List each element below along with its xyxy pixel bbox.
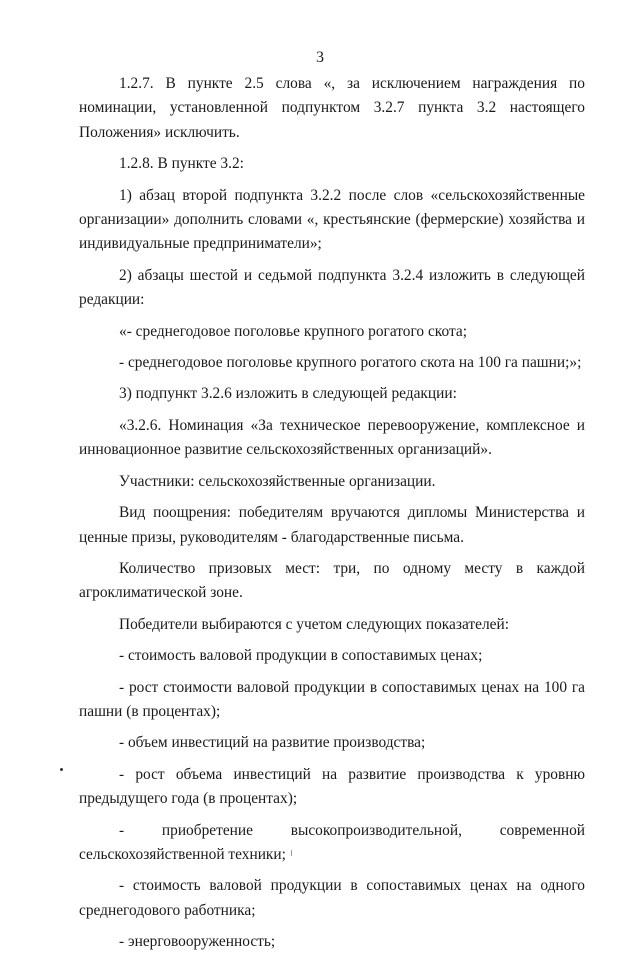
paragraph-1-2-7: 1.2.7. В пункте 2.5 слова «, за исключением награждения по номинации, установленной подпунктом 3.2.7 пункта 3.2 настоящего Положения» исключить. (79, 75, 585, 141)
paragraph-quote-livestock: «- среднегодовое поголовье крупного рогатого скота; (119, 322, 468, 340)
paragraph-reward-type: Вид поощрения: победителям вручаются дипломы Министерства и ценные призы, руководителям - благодарственные письма. (79, 504, 585, 546)
scan-speck (60, 768, 63, 771)
paragraph-prize-places: Количество призовых мест: три, по одному месту в каждой агроклиматической зоне. (79, 559, 585, 602)
list-item-machinery-purchase: - приобретение высокопроизводительной, современной сельскохозяйственной техники; (79, 821, 585, 863)
list-item-investment-volume: - объем инвестиций на развитие производства; (119, 734, 426, 752)
list-item-gross-output: - стоимость валовой продукции в сопоставимых ценах; (119, 647, 483, 665)
paragraph-nomination-3-2-6: «3.2.6. Номинация «За техническое перевооружение, комплексное и инновационное развитие сельскохозяйственных организаций». (79, 416, 585, 459)
paragraph-item-3: 3) подпункт 3.2.6 изложить в следующей редакции: (119, 385, 457, 403)
page-number: 3 (316, 49, 324, 66)
paragraph-quote-livestock-per-100ha: - среднегодовое поголовье крупного рогатого скота на 100 га пашни;»; (119, 354, 582, 372)
paragraph-item-1: 1) абзац второй подпункта 3.2.2 после слов «сельскохозяйственные организации» дополнить словами «, крестьянские (фермерские) хозяйства и индивидуальные предприниматели»; (79, 186, 585, 253)
document-body (79, 72, 585, 962)
list-item-output-per-worker: - стоимость валовой продукции в сопоставимых ценах на одного среднегодового работника; (79, 877, 585, 919)
paragraph-participants: Участники: сельскохозяйственные организации. (119, 472, 436, 490)
list-item-investment-growth: - рост объема инвестиций на развитие производства к уровню предыдущего года (в процентах); (79, 765, 585, 808)
paragraph-item-2: 2) абзацы шестой и седьмой подпункта 3.2.4 изложить в следующей редакции: (79, 266, 585, 309)
paragraph-1-2-8: 1.2.8. В пункте 3.2: (119, 155, 244, 173)
paragraph-winners-criteria: Победители выбираются с учетом следующих показателей: (119, 615, 509, 633)
list-item-power-supply: - энерговооруженность; (119, 933, 276, 951)
list-item-gross-output-growth: - рост стоимости валовой продукции в сопоставимых ценах на 100 га пашни (в процентах); (79, 678, 585, 720)
scan-mark (291, 850, 292, 856)
